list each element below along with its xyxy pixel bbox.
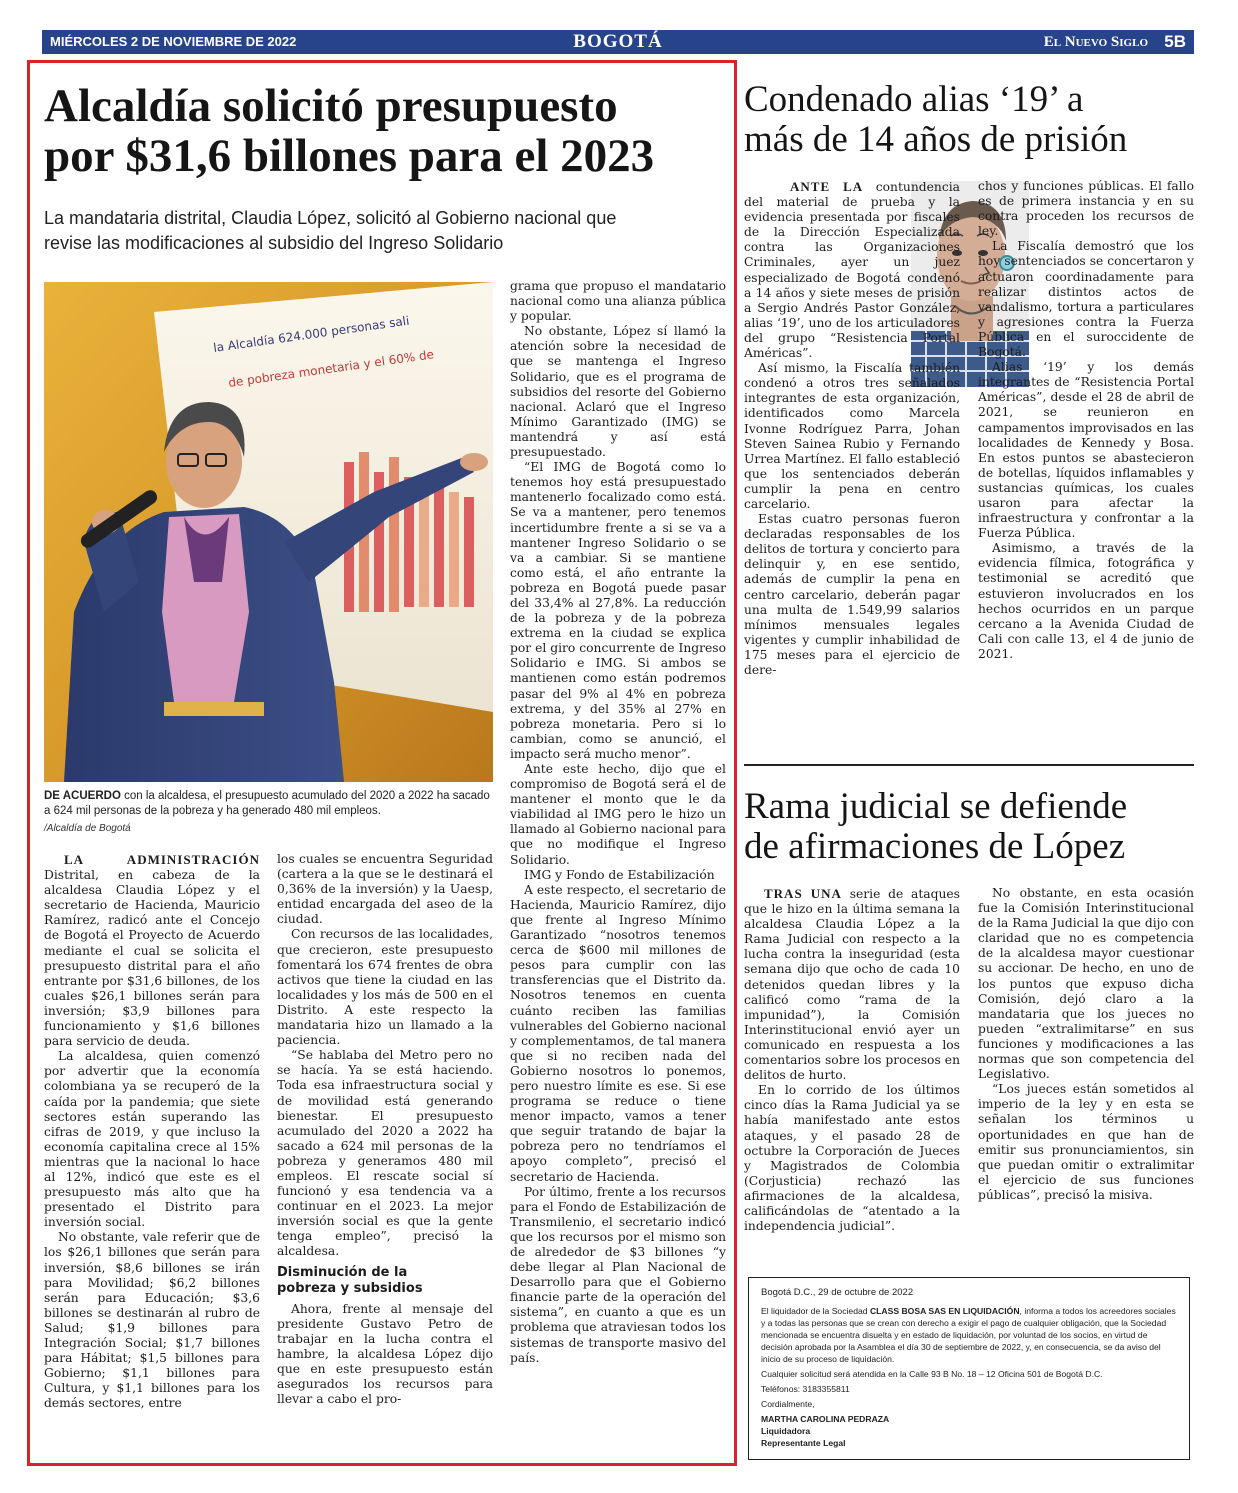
- main-col1-paragraph: La alcaldesa, quien comenzó por advertir que la economía colombiana ya se recuperó de la caída por la pandemia; que siete sectores están superando las cifras de 2019, y que incluso la economía capitalina crece al 15% mientras que la nacional lo hace al 12%, indicó que este es el presupuesto más alto que ha presentado el Distrito para inversión social.: [44, 1049, 260, 1230]
- caption-lead: DE ACUERDO: [44, 790, 121, 802]
- main-col3-paragraph: Por último, frente a los recursos para el Fondo de Estabilización de Transmilenio, el secretario indicó que los recursos por el mismo son de alrededor de $3 billones “y debe llegar al Plan Nacional de Desarrollo para que el Gobierno financie parte de la operación del sistema”, en cuanto a que es un problema que atraviesan todos los sistemas de transporte masivo del país.: [510, 1184, 726, 1365]
- article2-col1-first-text: contundencia del material de prueba y la evidencia presentada por fiscales de la Dirección Especializada contra las Organizaciones Criminales, ayer un juez especializado de Bogotá condenó a 14 años y siete meses de prisión a Sergio Andrés Pastor González, alias ‘19’, uno de los articuladores del grupo “Resistencia Portal Américas”.: [744, 180, 960, 361]
- caption-text: con la alcaldesa, el presupuesto acumulado del 2020 a 2022 ha sacado a 624 mil personas de la pobreza y ha generado 480 mil empleos.: [44, 790, 490, 817]
- main-col1-first-text: Distrital, en cabeza de la alcaldesa Claudia López y el secretario de Hacienda, Mauricio Ramírez, radicó ante el Concejo de Bogotá el Proyecto de Acuerdo mediante el cual se solicita el presupuesto distrital para el año entrante por $31,6 billones, de los cuales $26,1 billones serán para inversión; $3,9 billones para funcionamiento y $1,6 billones para servicio de deuda.: [44, 868, 260, 1049]
- notice-signature: [761, 1413, 1177, 1449]
- notice-body-pre: El liquidador de la Sociedad: [761, 1306, 868, 1316]
- article2-headline: [744, 80, 1194, 160]
- article3-column-2: [978, 886, 1194, 1203]
- page-header-bar: [42, 30, 1194, 54]
- notice-closing: Cordialmente,: [761, 1399, 815, 1409]
- main-column-1: [44, 852, 260, 1411]
- article2-col2-paragraph: Alias ‘19’ y los demás integrantes de “Resistencia Portal Américas”, desde el 28 de abril de 2021, se reunieron en campamentos improvisados en las localidades de Kennedy y Bosa. En estos puntos se abastecieron de botellas, líquidos inflamables y sustancias químicas, los cuales usaron para afectar la infraestructura y confrontar a la Fuerza Pública.: [978, 360, 1194, 541]
- notice-address: Cualquier solicitud será atendida en la Calle 93 B No. 18 – 12 Oficina 501 de Bogotá D.C.: [761, 1369, 1103, 1379]
- notice-role-1: Liquidadora: [761, 1426, 811, 1436]
- newspaper-name: El Nuevo Siglo: [1043, 34, 1148, 50]
- slide-text-1: la Alcaldía 624.000 personas sali: [212, 313, 411, 355]
- section-name: BOGOTÁ: [573, 31, 663, 52]
- main-col2-paragraph: Con recursos de las localidades, que crecieron, este presupuesto fomentará los 674 frentes de obra activos que tiene la ciudad en las localidades y los más de 500 en el Distrito. A este respecto la mandataria hizo un llamado a la paciencia.: [277, 927, 493, 1048]
- article3-col2-paragraph: No obstante, en esta ocasión fue la Comisión Interinstitucional de la Rama Judicial la que dijo con claridad que no es competencia de la alcaldesa mayor cuestionar su accionar. De hecho, en uno de los puntos que expuso dicha Comisión, dejó claro a la mandataria que los jueces no pueden “extralimitarse” en sus funciones y modificaciones a las normas que son competencia del Legislativo.: [978, 886, 1194, 1082]
- subheading-line-1: Disminución de la: [277, 1264, 408, 1280]
- main-col3-inline-heading: IMG y Fondo de Estabilización: [524, 867, 715, 882]
- article2-col1-paragraph: Estas cuatro personas fueron declaradas responsables de los delitos de tortura y concierto para delinquir y, en ese sentido, además de cumplir la pena en centro carcelario, deberán pagar una multa de 1.549,99 salarios mínimos mensuales legales vigentes y cumplir inhabilidad de 175 meses para el ejercicio de dere-: [744, 512, 960, 677]
- article3-col2-paragraph: “Los jueces están sometidos al imperio de la ley y en esta se señalan los términos u oportunidades en que han de emitir sus pronunciamientos, sin que puedan omitir o extralimitar el ejercicio de sus funciones públicas”, precisó la misiva.: [978, 1082, 1194, 1202]
- notice-body: [761, 1305, 1177, 1365]
- article2-col2-paragraph: La Fiscalía demostró que los hoy sentenciados se concertaron y actuaron coordinadamente para realizar distintos actos de vandalismo, tortura a particulares y agresiones contra la Fuerza Pública en el suroccidente de Bogotá.: [978, 239, 1194, 360]
- main-subheading: [277, 1265, 493, 1297]
- notice-body-post: , informa a todos los acreedores sociales y a todas las personas que se crean con derecho a exigir el pago de cualquier obligación, que la Sociedad mencionada se encuentra disuelta y en estado de liquidación, por voluntad de los socios, en virtud de decisión aprobada por la Asamblea el día 30 de septiembre de 2022, y, en consecuencia, se da aviso del inicio de su proceso de liquidación.: [761, 1306, 1176, 1364]
- main-col2-paragraph: “Se hablaba del Metro pero no se hacía. Ya se está haciendo. Toda esa infraestructura social y de movilidad está generando bienestar. El presupuesto acumulado del 2020 a 2022 ha sacado a 624 mil personas de la pobreza y generamos 480 mil empleos. El rescate social sí funcionó y esa tendencia va a continuar en el 2023. La mejor inversión social es que la gente tenga empleo”, precisó la alcaldesa.: [277, 1048, 493, 1259]
- main-headline-line-1: Alcaldía solicitó presupuesto: [44, 80, 618, 132]
- article2-column-2: [978, 179, 1194, 662]
- article3-column-1: [744, 886, 960, 1234]
- article2-col2-paragraph: Asimismo, a través de la evidencia fílmica, fotográfica y testimonial se acreditó que estuvieron involucrados en los hechos ocurridos en un parque cercano a la Avenida Ciudad de Cali con calle 13, el 4 de junio de 2021.: [978, 541, 1194, 661]
- article2-col2-paragraph: chos y funciones públicas. El fallo es de primera instancia y en su contra proceden los recursos de ley.: [978, 179, 1194, 239]
- notice-date: Bogotá D.C., 29 de octubre de 2022: [761, 1287, 914, 1298]
- article2-headline-line-1: Condenado alias ‘19’ a: [744, 79, 1084, 120]
- main-col3-paragraph: No obstante, López sí llamó la atención sobre la necesidad de que se mantenga el Ingreso Solidario, que es el programa de subsidios del resorte del Gobierno nacional. Aclaró que el Ingreso Mínimo Garantizado (IMG) se mantendrá y así está presupuestado.: [510, 324, 726, 460]
- section-divider: [744, 764, 1194, 766]
- article3-headline-line-1: Rama judicial se defiende: [744, 786, 1128, 827]
- article3-headline: [744, 787, 1194, 867]
- slide-text-2: de pobreza monetaria y el 60% de: [227, 347, 435, 390]
- article2-column-1: [744, 179, 960, 678]
- main-col1-paragraph: No obstante, vale referir que de los $26,1 billones que serán para inversión, $8,6 billones se irán para Movilidad; $6,2 billones serán para Educación; $3,6 billones se destinarán al rubro de Salud; $1,9 billones para Integración Social; $1,7 billones para Hábitat; $1,5 billones para Gobierno; $1,1 billones para Cultura, y $1,1 billones para los demás sectores, entre: [44, 1230, 260, 1411]
- notice-signer: MARTHA CAROLINA PEDRAZA: [761, 1414, 890, 1424]
- main-column-3: [510, 279, 726, 1366]
- main-col2-paragraph: Ahora, frente al mensaje del presidente Gustavo Petro de trabajar en la lucha contra el hambre, la alcaldesa López dijo que en este presupuesto están asegurados los recursos para llevar a cabo el pro-: [277, 1301, 493, 1407]
- notice-phones: Teléfonos: 3183355811: [761, 1384, 850, 1394]
- main-headline: [44, 82, 734, 182]
- main-col3-paragraph: “El IMG de Bogotá como lo tenemos hoy está presupuestado mantenerlo focalizado como está. Se va a mantener, pero tenemos incertidumbre frente a si se va a mantener Ingreso Solidario o se va a cambiar. Si se mantiene como está, el año entrante la pobreza en Bogotá puede pasar del 33,4% al 27,8%. La reducción de la pobreza y de la pobreza extrema en la ciudad se explica por el giro concurrente de Ingreso Solidario e IMG. Si ambos se mantienen como están podremos pasar del 9% al 4% en pobreza extrema, y del 35% al 27% en pobreza monetaria. Pero si lo cambian, como se anunció, el impacto será mucho menor”.: [510, 460, 726, 761]
- main-deck-line-2: revise las modificaciones al subsidio del Ingreso Solidario: [44, 233, 504, 253]
- article2-col1-first: [744, 179, 960, 361]
- article3-col1-first-text: serie de ataques que le hizo en la última semana la alcaldesa Claudia López a la Rama Judicial con respecto a la lucha contra la inseguridad (esta semana dijo que ocho de cada 10 detenidos quedan libres y la calificó como “rama de la impunidad”), la Comisión Interinstitucional envió ayer un comunicado en respuesta a los comentarios sobre los procesos en delitos de hurto.: [744, 887, 960, 1083]
- article3-headline-line-2: de afirmaciones de López: [744, 825, 1126, 867]
- main-lead-words: LA ADMINISTRACIÓN: [64, 852, 260, 867]
- main-deck-line-1: La mandataria distrital, Claudia López, solicitó al Gobierno nacional que: [44, 208, 617, 228]
- main-col3-paragraph: grama que propuso el mandatario nacional como una alianza pública y popular.: [510, 279, 726, 324]
- issue-date: MIÉRCOLES 2 DE NOVIEMBRE DE 2022: [50, 34, 297, 49]
- article3-col1-first: [744, 886, 960, 1083]
- photo-credit: /Alcaldía de Bogotá: [44, 823, 131, 834]
- article2-headline-line-2: más de 14 años de prisión: [744, 118, 1128, 160]
- main-col3-paragraph: Ante este hecho, dijo que el compromiso de Bogotá será el de mantener el monto que le da viabilidad al IMG pero le hizo un llamado al Gobierno nacional para que no modifique el Ingreso Solidario.: [510, 762, 726, 867]
- main-deck: [44, 206, 734, 256]
- article2-lead-words: ANTE LA: [790, 179, 864, 194]
- photo-caption: [44, 789, 493, 819]
- subheading-line-2: pobreza y subsidios: [277, 1280, 423, 1296]
- main-col2-paragraph: los cuales se encuentra Seguridad (cartera a la que se le destinará el 0,36% de la inversión) y la Uaesp, entidad encargada del aseo de la ciudad.: [277, 852, 493, 927]
- notice-role-2: Representante Legal: [761, 1438, 846, 1448]
- page-number: 5B: [1164, 32, 1186, 51]
- legal-notice-box: [748, 1277, 1190, 1460]
- article3-lead-words: TRAS UNA: [764, 886, 842, 901]
- mayor-speaking-photo: [44, 282, 493, 782]
- article2-col1-paragraph: Así mismo, la Fiscalía también condenó a otros tres señalados integrantes de esta organización, identificados como Marcela Ivonne Rodríguez Parra, Johan Steven Sainea Rubio y Fernando Urrea Martínez. El fallo estableció que los sentenciados deberán cumplir la pena en centro carcelario.: [744, 361, 960, 511]
- main-column-2: [277, 852, 493, 1407]
- main-col1-first-paragraph: [44, 852, 260, 1049]
- main-col3-paragraph: A este respecto, el secretario de Hacienda, Mauricio Ramírez, dijo que frente al Ingreso Mínimo Garantizado “nosotros tenemos cerca de $600 mil millones de pesos para cumplir con las transferencias que el Distrito da. Nosotros tenemos en cuenta cuánto reciben las familias vulnerables del Gobierno nacional y complementamos, de tal manera que si no reciben nada del Gobierno nosotros lo ponemos, pero nuestro límite es ese. Si ese programa se reduce o tiene menor impacto, vamos a tener que seguir tratando de bajar la pobreza pero no tendríamos el apoyo completo”, precisó el secretario de Hacienda.: [510, 882, 726, 1184]
- main-photo: [44, 282, 493, 782]
- main-headline-line-2: por $31,6 billones para el 2023: [44, 129, 655, 182]
- notice-company: CLASS BOSA SAS EN LIQUIDACIÓN: [869, 1306, 1020, 1316]
- article3-col1-paragraph: En lo corrido de los últimos cinco días la Rama Judicial ya se había manifestado ante estos ataques, y el pasado 28 de octubre la Corporación de Jueces y Magistrados de Colombia (Corjusticia) rechazó las afirmaciones de la alcaldesa, calificándolas de “atentado a la independencia judicial”.: [744, 1083, 960, 1234]
